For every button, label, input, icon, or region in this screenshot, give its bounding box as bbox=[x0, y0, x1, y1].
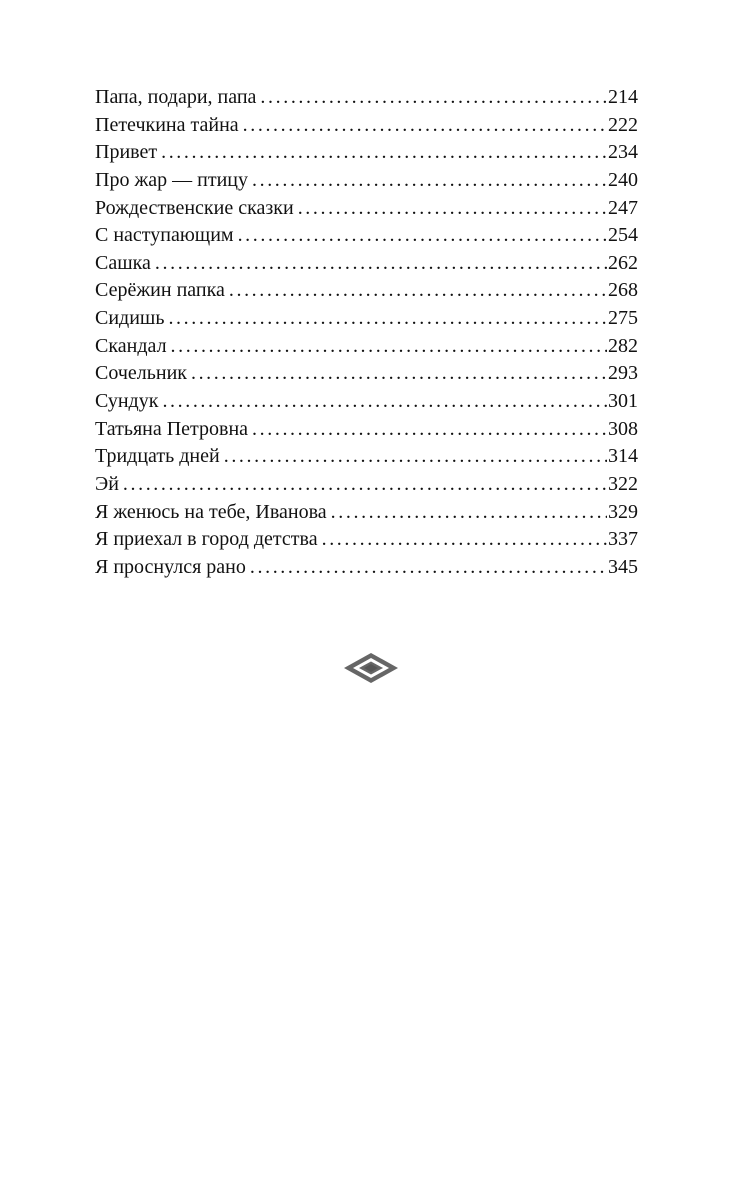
toc-entry-page: 262 bbox=[608, 251, 638, 274]
table-of-contents bbox=[95, 84, 638, 582]
toc-entry-page: 282 bbox=[608, 334, 638, 357]
toc-entry bbox=[95, 222, 638, 250]
leader-dots bbox=[224, 443, 607, 471]
toc-entry-title: Рождественские сказки bbox=[95, 196, 294, 219]
toc-entry-title: Про жар — птицу bbox=[95, 168, 248, 191]
toc-entry-page: 222 bbox=[608, 113, 638, 136]
leader-dots bbox=[171, 333, 607, 361]
toc-entry-title: Серёжин папка bbox=[95, 279, 225, 302]
toc-entry bbox=[95, 416, 638, 444]
toc-entry bbox=[95, 167, 638, 195]
toc-entry bbox=[95, 333, 638, 361]
toc-entry bbox=[95, 388, 638, 416]
leader-dots bbox=[243, 112, 607, 140]
leader-dots bbox=[168, 305, 607, 333]
toc-entry-title: Я женюсь на тебе, Иванова bbox=[95, 500, 327, 523]
toc-entry bbox=[95, 112, 638, 140]
toc-entry-title: Тридцать дней bbox=[95, 445, 220, 468]
toc-entry-title: Скандал bbox=[95, 334, 167, 357]
toc-entry bbox=[95, 195, 638, 223]
toc-entry-title: Эй bbox=[95, 472, 119, 495]
diamond-ornament-icon bbox=[343, 652, 399, 684]
toc-entry-page: 329 bbox=[608, 500, 638, 523]
leader-dots bbox=[322, 526, 607, 554]
leader-dots bbox=[123, 471, 607, 499]
toc-entry bbox=[95, 499, 638, 527]
leader-dots bbox=[161, 139, 607, 167]
toc-entry-page: 268 bbox=[608, 279, 638, 302]
toc-entry-page: 308 bbox=[608, 417, 638, 440]
leader-dots bbox=[229, 277, 607, 305]
leader-dots bbox=[162, 388, 607, 416]
leader-dots bbox=[191, 360, 607, 388]
toc-entry bbox=[95, 526, 638, 554]
leader-dots bbox=[252, 416, 607, 444]
toc-entry-title: Я проснулся рано bbox=[95, 555, 246, 578]
toc-entry-page: 301 bbox=[608, 390, 638, 413]
toc-entry bbox=[95, 554, 638, 582]
toc-entry-title: Сундук bbox=[95, 390, 159, 413]
toc-entry-page: 345 bbox=[608, 555, 638, 578]
toc-entry-page: 293 bbox=[608, 362, 638, 385]
leader-dots bbox=[155, 250, 607, 278]
toc-entry bbox=[95, 443, 638, 471]
toc-entry-title: Сашка bbox=[95, 251, 151, 274]
leader-dots bbox=[252, 167, 607, 195]
toc-entry bbox=[95, 139, 638, 167]
toc-entry bbox=[95, 360, 638, 388]
toc-entry-title: Сочельник bbox=[95, 362, 187, 385]
leader-dots bbox=[238, 222, 607, 250]
toc-entry-page: 314 bbox=[608, 445, 638, 468]
toc-entry bbox=[95, 471, 638, 499]
toc-entry bbox=[95, 84, 638, 112]
toc-entry-title: Татьяна Петровна bbox=[95, 417, 249, 440]
toc-entry-page: 322 bbox=[608, 472, 638, 495]
toc-entry-page: 337 bbox=[608, 528, 638, 551]
leader-dots bbox=[298, 195, 607, 223]
toc-entry-page: 247 bbox=[608, 196, 638, 219]
toc-entry-page: 240 bbox=[608, 168, 638, 191]
toc-entry-title: Я приехал в город детства bbox=[95, 528, 318, 551]
toc-entry-page: 275 bbox=[608, 307, 638, 330]
toc-entry bbox=[95, 305, 638, 333]
toc-entry-title: Сидишь bbox=[95, 307, 165, 330]
toc-entry-page: 234 bbox=[608, 141, 638, 164]
toc-entry-title: Петечкина тайна bbox=[95, 113, 239, 136]
leader-dots bbox=[250, 554, 607, 582]
toc-entry bbox=[95, 250, 638, 278]
leader-dots bbox=[260, 84, 607, 112]
toc-entry-page: 254 bbox=[608, 224, 638, 247]
toc-entry-title: Привет bbox=[95, 141, 158, 164]
toc-entry bbox=[95, 277, 638, 305]
toc-entry-title: Папа, подари, папа bbox=[95, 86, 257, 108]
toc-entry-title: С наступающим bbox=[95, 224, 234, 247]
leader-dots bbox=[331, 499, 607, 527]
toc-entry-page: 214 bbox=[608, 86, 638, 108]
